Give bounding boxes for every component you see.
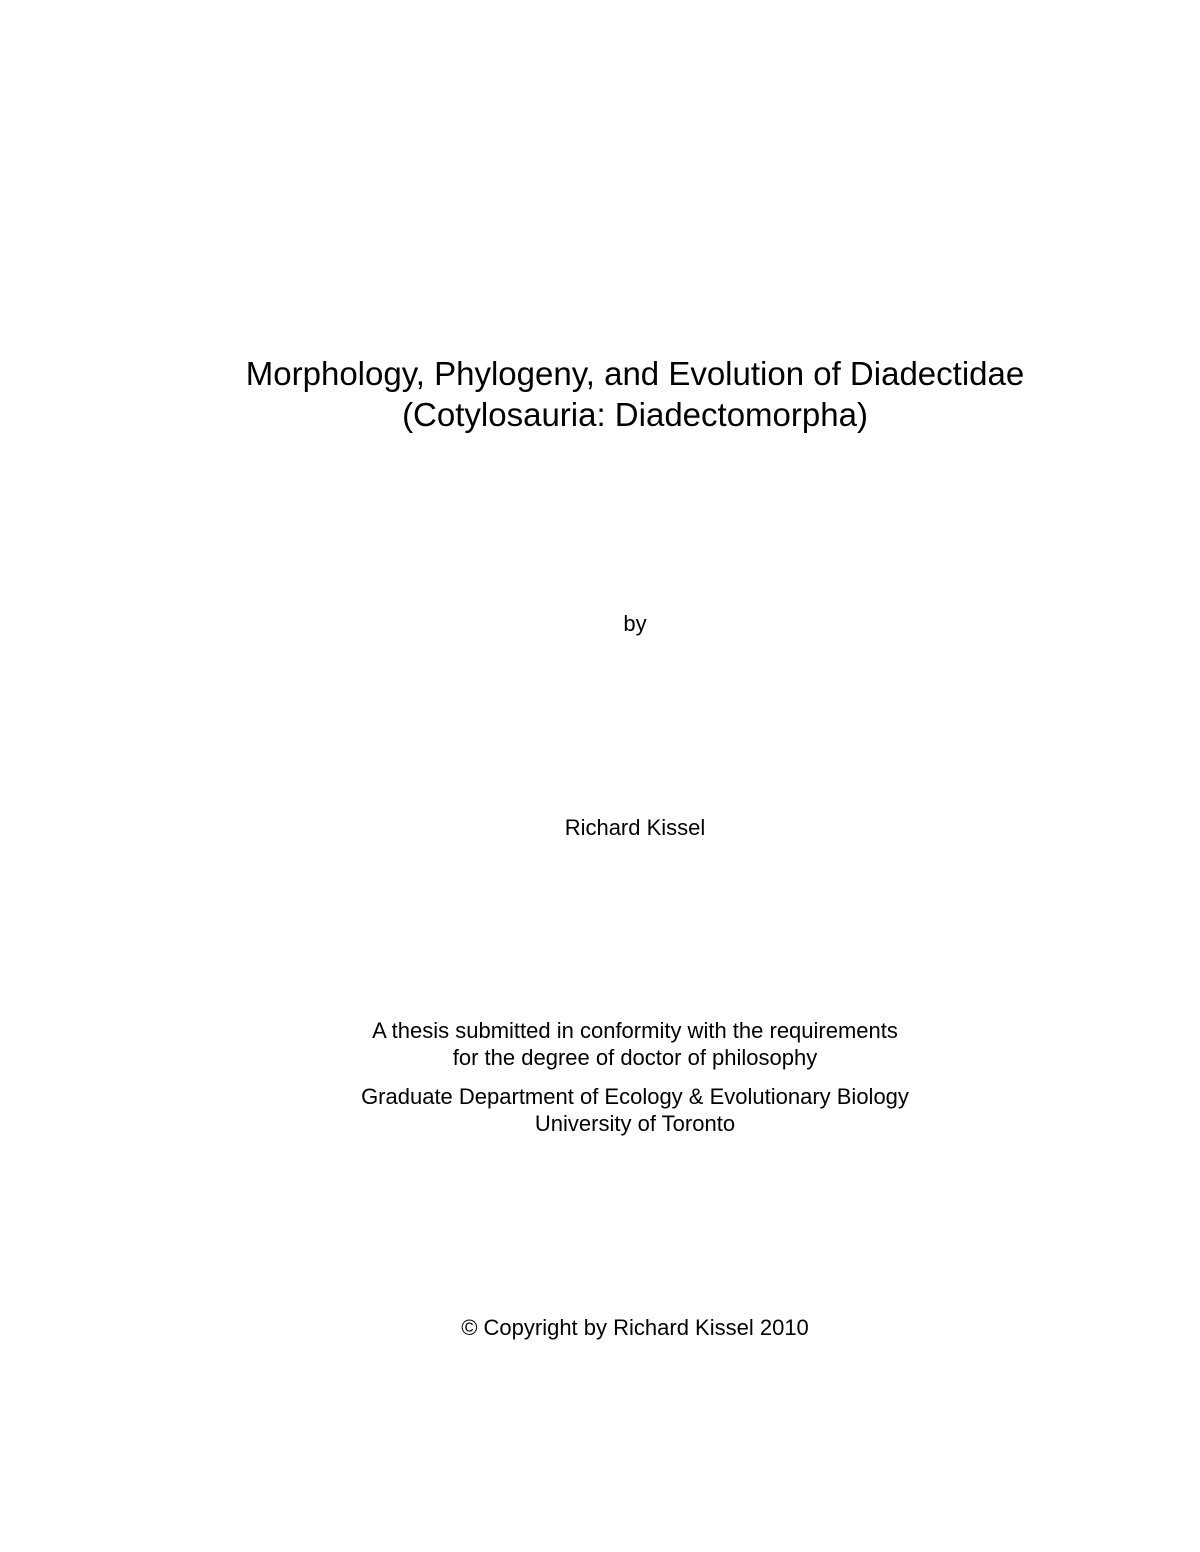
submission-statement-line-2: for the degree of doctor of philosophy bbox=[452, 1045, 818, 1070]
copyright-notice: © Copyright by Richard Kissel 2010 bbox=[461, 1315, 809, 1340]
submission-statement-line-1: A thesis submitted in conformity with the requirements bbox=[372, 1018, 898, 1043]
university-name: University of Toronto bbox=[534, 1111, 736, 1136]
author-name: Richard Kissel bbox=[564, 815, 706, 840]
title-line-2: (Cotylosauria: Diadectomorpha) bbox=[402, 396, 868, 433]
department-name: Graduate Department of Ecology & Evolutionary Biology bbox=[361, 1084, 909, 1109]
title-line-1: Morphology, Phylogeny, and Evolution of Diadectidae bbox=[245, 355, 1025, 392]
byline: by bbox=[623, 611, 647, 636]
